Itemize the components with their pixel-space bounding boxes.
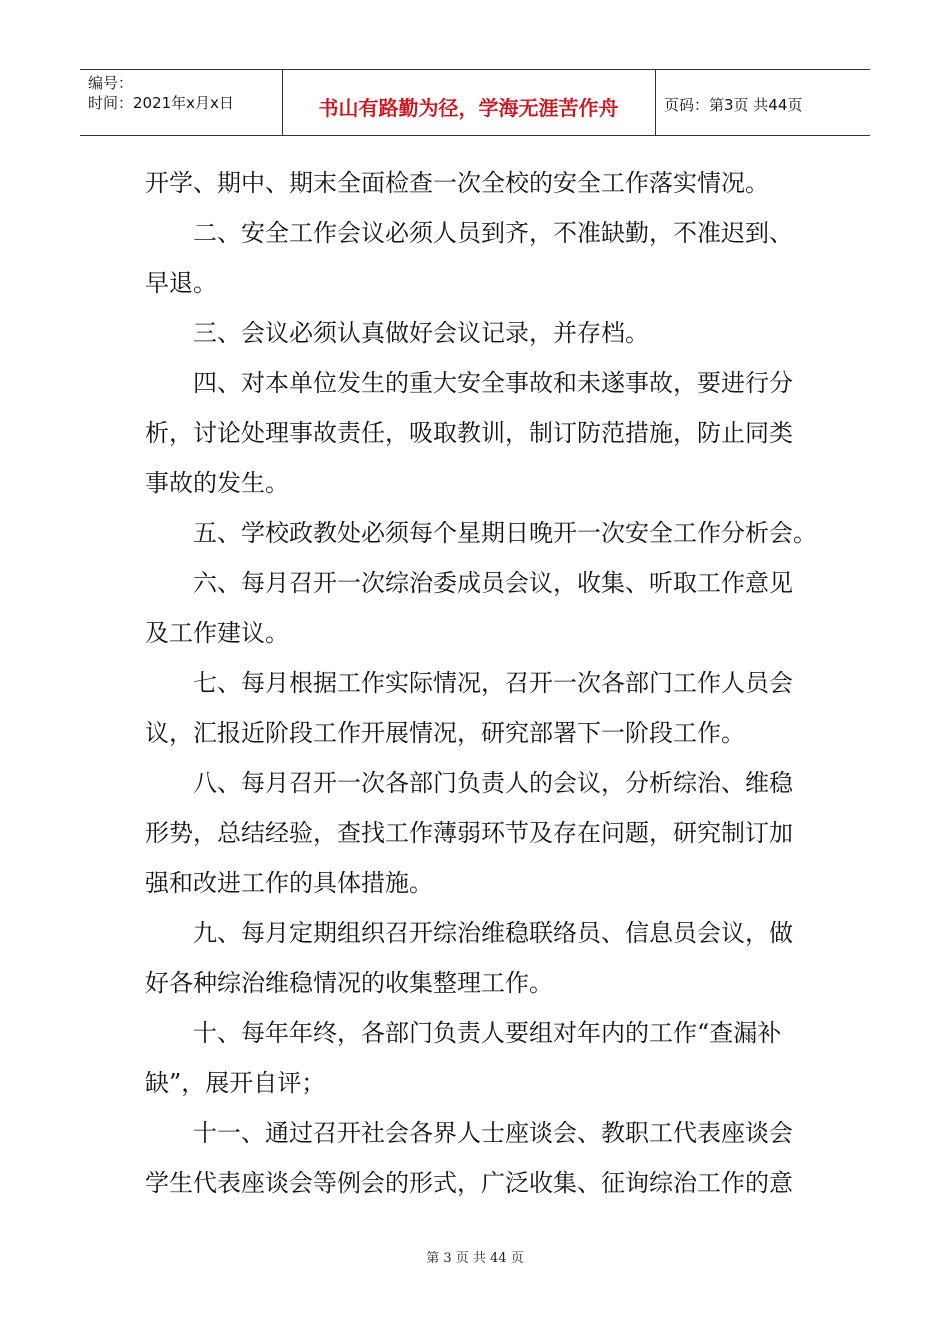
body-line: 五、学校政教处必须每个星期日晚开一次安全工作分析会。 xyxy=(193,519,817,547)
body-line: 早退。 xyxy=(145,269,217,297)
body-line: 及工作建议。 xyxy=(145,619,289,647)
body-line: 形势，总结经验，查找工作薄弱环节及存在问题，研究制订加 xyxy=(145,819,793,847)
header-bottom-border xyxy=(80,135,870,136)
document-number-label: 编号： xyxy=(88,74,134,92)
header-top-border xyxy=(80,69,870,70)
body-line: 学生代表座谈会等例会的形式，广泛收集、征询综治工作的意 xyxy=(145,1169,793,1197)
body-line: 九、每月定期组织召开综治维稳联络员、信息员会议，做 xyxy=(193,919,793,947)
header-page-info: 页码：第3页 共44页 xyxy=(664,96,803,114)
page-footer: 第 3 页 共 44 页 xyxy=(426,1251,524,1266)
body-line: 好各种综治维稳情况的收集整理工作。 xyxy=(145,969,553,997)
document-time-label: 时间：2021年x月x日 xyxy=(88,94,234,112)
header-motto: 书山有路勤为径，学海无涯苦作舟 xyxy=(318,96,619,120)
body-line: 析，讨论处理事故责任，吸取教训，制订防范措施，防止同类 xyxy=(145,419,793,447)
header-divider-right xyxy=(655,69,656,135)
body-line: 事故的发生。 xyxy=(145,469,289,497)
body-line: 开学、期中、期末全面检查一次全校的安全工作落实情况。 xyxy=(145,169,769,197)
body-line: 十、每年年终，各部门负责人要组对年内的工作“查漏补 xyxy=(193,1019,782,1047)
body-line: 强和改进工作的具体措施。 xyxy=(145,869,433,897)
body-line: 六、每月召开一次综治委成员会议，收集、听取工作意见 xyxy=(193,569,793,597)
body-line: 四、对本单位发生的重大安全事故和未遂事故，要进行分 xyxy=(193,369,793,397)
body-line: 三、会议必须认真做好会议记录，并存档。 xyxy=(193,319,649,347)
body-line: 二、安全工作会议必须人员到齐，不准缺勤，不准迟到、 xyxy=(193,219,793,247)
body-line: 十一、通过召开社会各界人士座谈会、教职工代表座谈会 xyxy=(193,1119,793,1147)
body-line: 八、每月召开一次各部门负责人的会议，分析综治、维稳 xyxy=(193,769,793,797)
body-line: 缺”，展开自评； xyxy=(145,1069,326,1097)
body-line: 七、每月根据工作实际情况，召开一次各部门工作人员会 xyxy=(193,669,793,697)
body-line: 议，汇报近阶段工作开展情况，研究部署下一阶段工作。 xyxy=(145,719,745,747)
